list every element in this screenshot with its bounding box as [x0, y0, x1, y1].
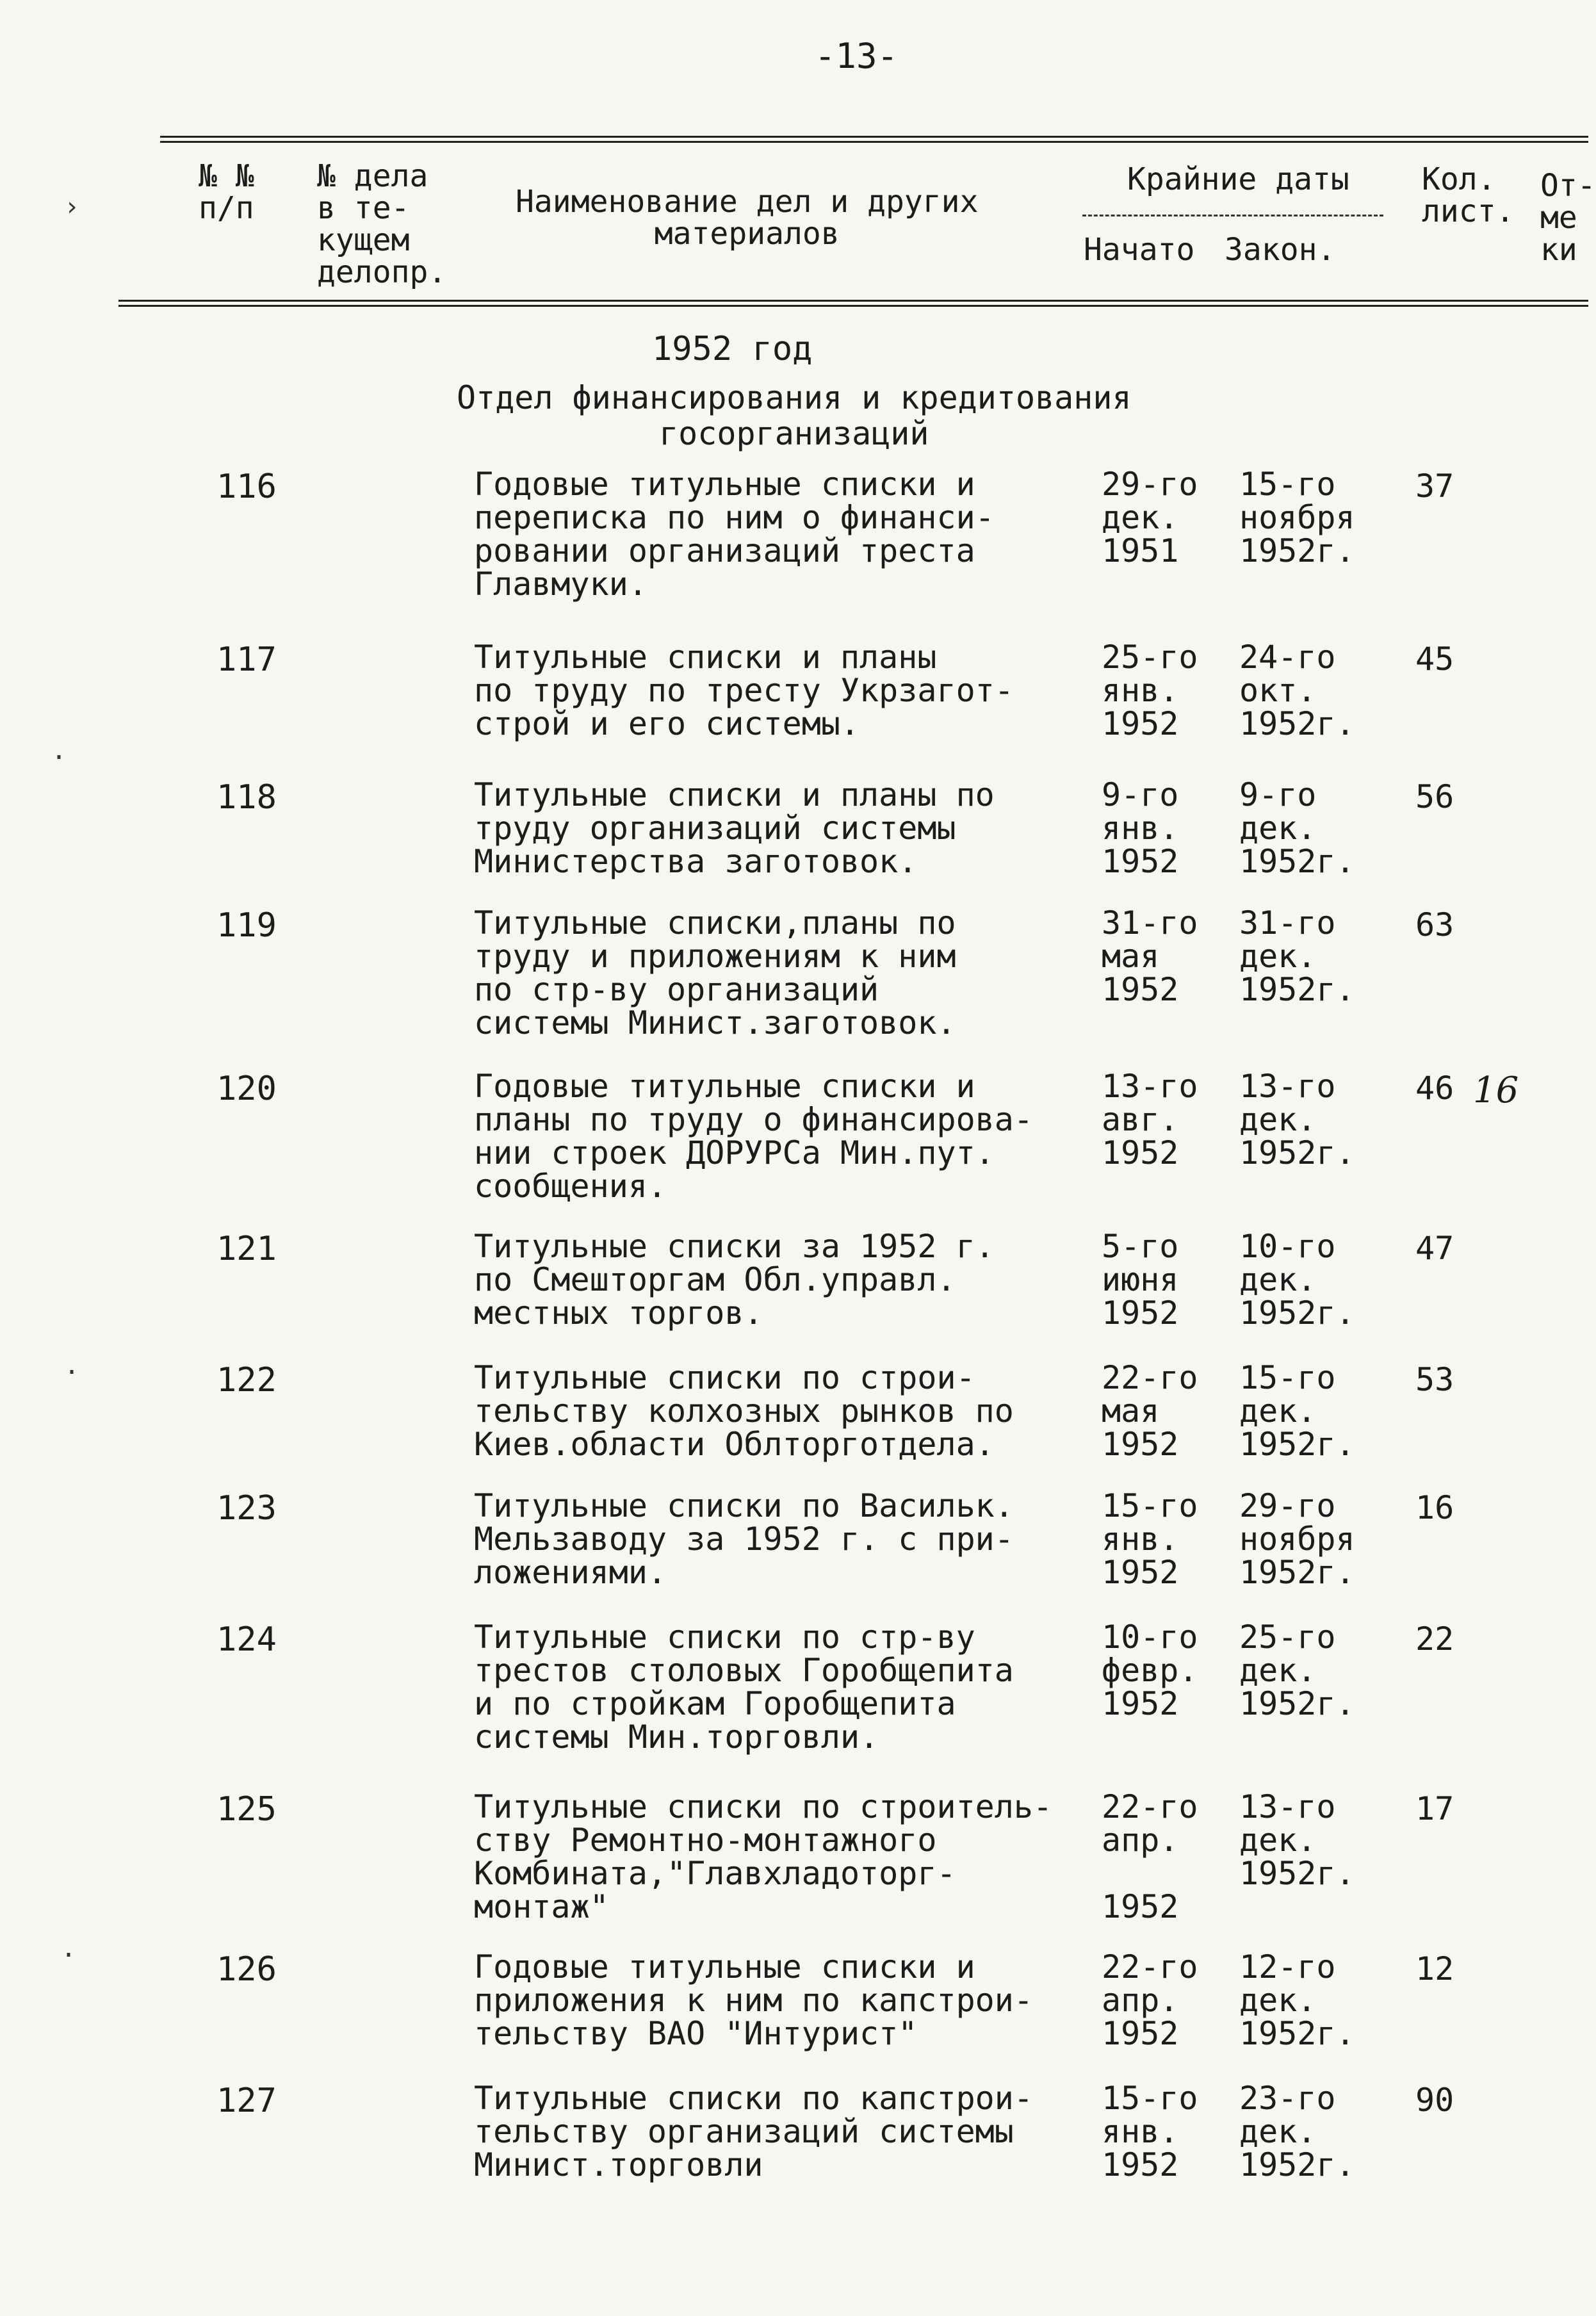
row-number: 126	[216, 1950, 277, 1989]
row-end-date: 13-го дек. 1952г.	[1239, 1788, 1355, 1892]
row-end-date: 24-го окт. 1952г.	[1239, 639, 1355, 742]
row-end-date: 9-го дек. 1952г.	[1239, 776, 1355, 880]
row-number: 118	[216, 778, 277, 817]
row-start-date: 29-го дек. 1951	[1102, 466, 1198, 569]
row-start-date: 22-го апр. 1952	[1102, 1948, 1198, 2052]
row-start-date: 15-го янв. 1952	[1102, 1487, 1198, 1591]
row-number: 122	[216, 1361, 277, 1399]
row-number: 123	[216, 1489, 277, 1528]
row-sheet-count: 16	[1415, 1489, 1454, 1526]
header-col-dates: Крайние даты	[1127, 161, 1349, 197]
row-sheet-count: 45	[1415, 640, 1454, 678]
header-col-notes: От- ме ки	[1540, 168, 1596, 268]
header-col-case: № дела в те- кущем делопр.	[317, 158, 447, 290]
row-sheet-count: 90	[1415, 2082, 1454, 2119]
row-number: 116	[216, 468, 277, 506]
row-title: Титульные списки за 1952 г. по Смешторгам Обл.управл. местных торгов.	[474, 1228, 995, 1332]
header-top-rule	[160, 136, 1588, 138]
row-sheet-count: 63	[1415, 906, 1454, 943]
row-title: Титульные списки по строи- тельству колхозных рынков по Киев.области Облторготдела.	[474, 1359, 1014, 1463]
row-end-date: 29-го ноября 1952г.	[1239, 1487, 1355, 1591]
row-end-date: 15-го ноября 1952г.	[1239, 466, 1355, 569]
row-end-date: 15-го дек. 1952г.	[1239, 1359, 1355, 1463]
row-sheet-count: 53	[1415, 1361, 1454, 1398]
row-end-date: 13-го дек. 1952г.	[1239, 1068, 1355, 1171]
row-start-date: 31-го мая 1952	[1102, 904, 1198, 1008]
row-number: 127	[216, 2082, 277, 2120]
row-sheet-count: 56	[1415, 778, 1454, 815]
row-sheet-count: 47	[1415, 1230, 1454, 1267]
row-start-date: 5-го июня 1952	[1102, 1228, 1179, 1332]
header-dates-divider	[1082, 215, 1383, 216]
row-sheet-count: 46	[1415, 1070, 1454, 1107]
row-title: Титульные списки и планы по труду организаций системы Министерства заготовок.	[474, 776, 995, 880]
row-title: Титульные списки по стр-ву трестов столовых Горобщепита и по стройкам Горобщепита системы Мин.торговли.	[474, 1619, 1014, 1756]
row-end-date: 25-го дек. 1952г.	[1239, 1619, 1355, 1722]
row-end-date: 10-го дек. 1952г.	[1239, 1228, 1355, 1332]
header-bottom-rule	[118, 300, 1588, 302]
row-title: Титульные списки и планы по труду по тресту Укрзагот- строй и его системы.	[474, 639, 1014, 742]
page-number: -13-	[815, 36, 899, 76]
row-start-date: 13-го авг. 1952	[1102, 1068, 1198, 1171]
margin-mark: ·	[61, 1941, 77, 1970]
row-number: 124	[216, 1620, 277, 1659]
margin-mark: ·	[51, 743, 67, 772]
section-year: 1952 год	[652, 330, 813, 368]
row-end-date: 12-го дек. 1952г.	[1239, 1948, 1355, 2052]
row-title: Годовые титульные списки и планы по труду о финансирова- нии строек ДОРУРСа Мин.пут. сообщения.	[474, 1068, 1033, 1205]
header-col-start: Начато	[1084, 232, 1195, 268]
row-sheet-count: 12	[1415, 1950, 1454, 1987]
header-col-title: Наименование дел и других материалов	[516, 184, 979, 252]
row-sheet-count: 37	[1415, 468, 1454, 505]
header-col-count: Кол. лист.	[1422, 161, 1515, 229]
row-start-date: 22-го мая 1952	[1102, 1359, 1198, 1463]
row-title: Титульные списки по капстрои- тельству организаций системы Минист.торговли	[474, 2080, 1033, 2183]
row-title: Годовые титульные списки и приложения к ним по капстрои- тельству ВАО "Интурист"	[474, 1948, 1033, 2052]
row-sheet-count: 17	[1415, 1790, 1454, 1827]
row-sheet-count: 22	[1415, 1620, 1454, 1658]
row-start-date: 22-го апр. 1952	[1102, 1788, 1198, 1925]
row-end-date: 23-го дек. 1952г.	[1239, 2080, 1355, 2183]
row-number: 120	[216, 1070, 277, 1108]
row-title: Титульные списки по строитель- ству Ремонтно-монтажного Комбината,"Главхладоторг- монтаж"	[474, 1788, 1053, 1925]
row-title: Титульные списки,планы по труду и приложениям к ним по стр-ву организаций системы Минист.заготовок.	[474, 904, 956, 1041]
margin-mark: ›	[64, 192, 80, 222]
margin-mark: ·	[64, 1358, 80, 1387]
row-start-date: 9-го янв. 1952	[1102, 776, 1179, 880]
row-title: Годовые титульные списки и переписка по ним о финанси- ровании организаций треста Главмуки.	[474, 466, 995, 603]
row-end-date: 31-го дек. 1952г.	[1239, 904, 1355, 1008]
row-start-date: 25-го янв. 1952	[1102, 639, 1198, 742]
section-department: Отдел финансирования и кредитования госорганизаций	[457, 379, 1132, 452]
row-title: Титульные списки по Васильк. Мельзаводу за 1952 г. с при- ложениями.	[474, 1487, 1014, 1591]
row-number: 121	[216, 1230, 277, 1268]
header-col-end: Закон.	[1225, 232, 1336, 268]
row-start-date: 10-го февр. 1952	[1102, 1619, 1198, 1722]
row-number: 119	[216, 906, 277, 945]
row-number: 125	[216, 1790, 277, 1829]
row-handwritten-note: 16	[1473, 1070, 1519, 1111]
header-col-num: № № п/п	[199, 158, 254, 226]
row-number: 117	[216, 640, 277, 679]
row-start-date: 15-го янв. 1952	[1102, 2080, 1198, 2183]
